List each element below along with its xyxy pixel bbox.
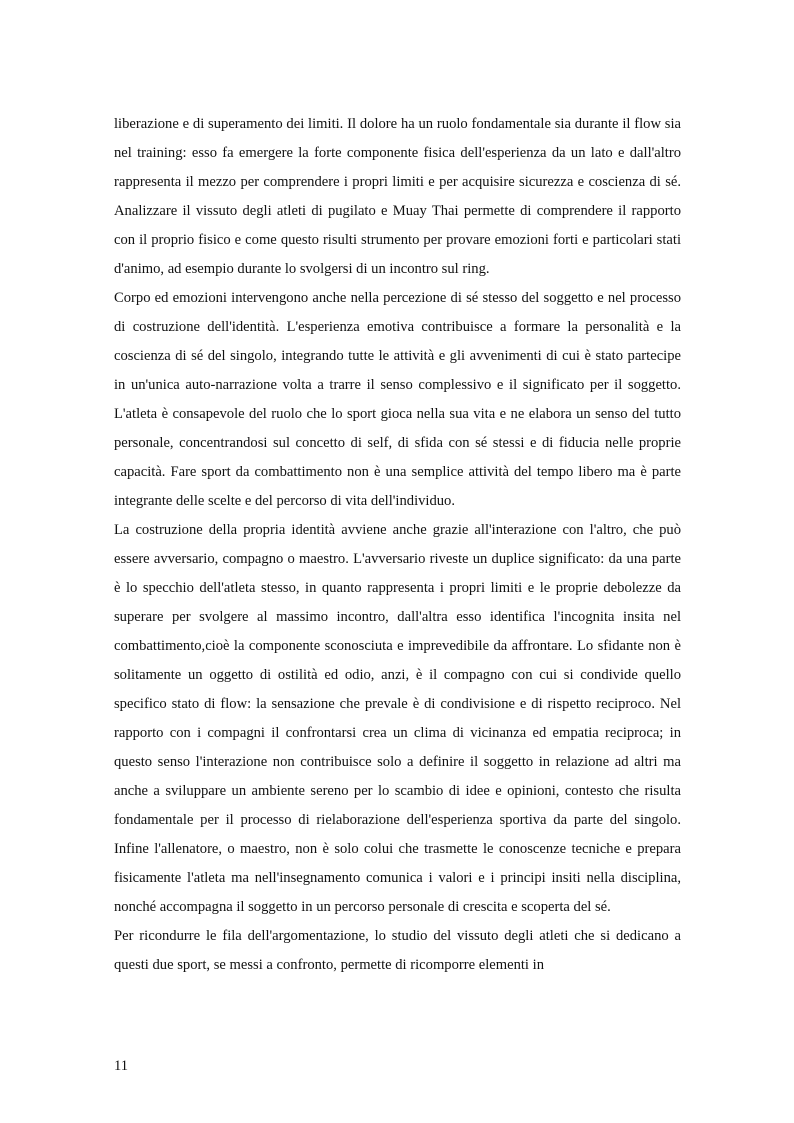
body-text — [114, 110, 681, 980]
paragraph-4: Per ricondurre le fila dell'argomentazione, lo studio del vissuto degli atleti che si dedicano a questi due sport, se messi a confronto, permette di ricomporre elementi in — [114, 928, 681, 973]
page-number: 11 — [114, 1058, 129, 1074]
paragraph-2: Corpo ed emozioni intervengono anche nella percezione di sé stesso del soggetto e nel processo di costruzione dell'identità. L'esperienza emotiva contribuisce a formare la personalità e la coscienza di sé del singolo, integrando tutte le attività e gli avvenimenti di cui è stato partecipe in un'unica auto-narrazione volta a trarre il senso complessivo e il significato per il soggetto. L'atleta è consapevole del ruolo che lo sport gioca nella sua vita e ne elabora un senso del tutto personale, concentrandosi sul concetto di self, di sfida con sé stessi e di fiducia nelle proprie capacità. Fare sport da combattimento non è una semplice attività del tempo libero ma è parte integrante delle scelte e del percorso di vita dell'individuo. — [114, 290, 681, 509]
paragraph-3: La costruzione della propria identità avviene anche grazie all'interazione con l'altro, che può essere avversario, compagno o maestro. L'avversario riveste un duplice significato: da una parte è lo specchio dell'atleta stesso, in quanto rappresenta i propri limiti e le proprie debolezze da superare per svolgere al massimo incontro, dall'altra esso identifica l'incognita insita nel combattimento,cioè la componente sconosciuta e imprevedibile da affrontare. Lo sfidante non è solitamente un oggetto di ostilità ed odio, anzi, è il compagno con cui si condivide quello specifico stato di flow: la sensazione che prevale è di condivisione e di rispetto reciproco. Nel rapporto con i compagni il confrontarsi crea un clima di vicinanza ed empatia reciproca; in questo senso l'interazione non contribuisce solo a definire il soggetto in relazione ad altri ma anche a sviluppare un ambiente sereno per lo scambio di idee e opinioni, contesto che risulta fondamentale per il processo di rielaborazione dell'esperienza sportiva da parte del singolo. Infine l'allenatore, o maestro, non è solo colui che trasmette le conoscenze tecniche e prepara fisicamente l'atleta ma nell'insegnamento comunica i valori e i principi insiti nella disciplina, nonché accompagna il soggetto in un percorso personale di crescita e scoperta del sé. — [114, 522, 681, 915]
paragraph-1: liberazione e di superamento dei limiti. Il dolore ha un ruolo fondamentale sia durante il flow sia nel training: esso fa emergere la forte componente fisica dell'esperienza da un lato e dall'altro rappresenta il mezzo per comprendere i propri limiti e per acquisire sicurezza e coscienza di sé. Analizzare il vissuto degli atleti di pugilato e Muay Thai permette di comprendere il rapporto con il proprio fisico e come questo risulti strumento per provare emozioni forti e particolari stati d'animo, ad esempio durante lo svolgersi di un incontro sul ring. — [114, 116, 681, 277]
